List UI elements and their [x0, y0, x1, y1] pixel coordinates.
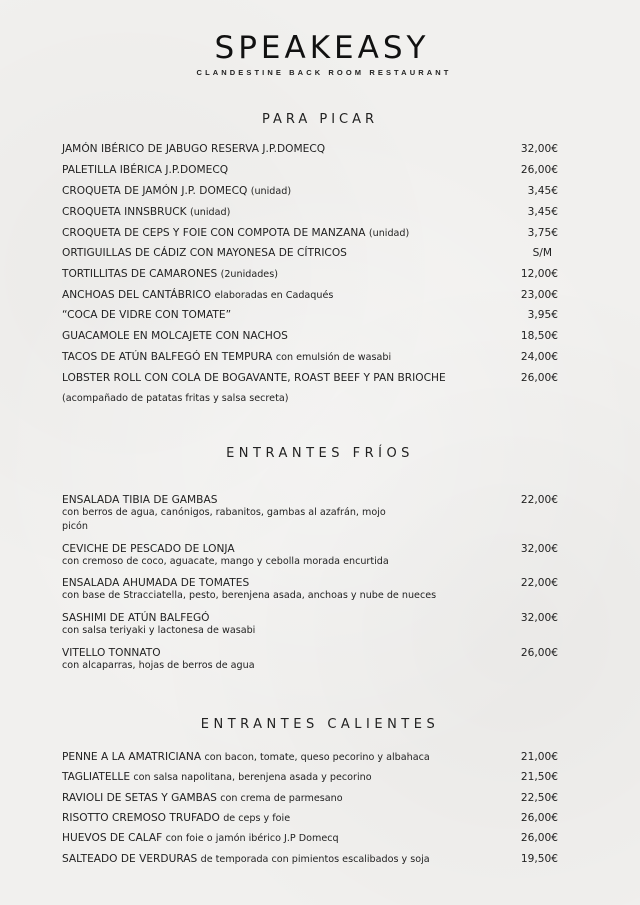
menu-item: PALETILLA IBÉRICA J.P.DOMECQ 26,00€ [62, 164, 558, 176]
menu-item: CROQUETA DE JAMÓN J.P. DOMECQ (unidad) 3,45€ [62, 185, 558, 197]
menu-item: CEVICHE DE PESCADO DE LONJA 32,00€ con cremoso de coco, aguacate, mango y cebolla morada encurtida [62, 543, 558, 567]
menu-item: “COCA DE VIDRE CON TOMATE” 3,95€ [62, 309, 558, 321]
menu-item: CROQUETA INNSBRUCK (unidad) 3,45€ [62, 206, 558, 218]
menu-item: CROQUETA DE CEPS Y FOIE CON COMPOTA DE MANZANA (unidad) 3,75€ [62, 227, 558, 239]
item-price: 26,00€ [520, 832, 558, 844]
item-price: 3,45€ [527, 206, 558, 218]
item-price: 32,00€ [520, 143, 558, 155]
menu-item: TACOS DE ATÚN BALFEGÓ EN TEMPURA con emulsión de wasabi 24,00€ [62, 351, 558, 363]
item-price: S/M [532, 247, 552, 259]
item-price: 23,00€ [520, 289, 558, 301]
restaurant-tagline: CLANDESTINE BACK ROOM RESTAURANT [196, 68, 452, 77]
menu-item: SASHIMI DE ATÚN BALFEGÓ 32,00€ con salsa teriyaki y lactonesa de wasabi [62, 612, 558, 636]
item-price: 19,50€ [520, 853, 558, 865]
section-title-entrantes-calientes: ENTRANTES CALIENTES [200, 717, 440, 732]
item-price: 3,45€ [527, 185, 558, 197]
item-description: con alcaparras, hojas de berros de agua [62, 660, 255, 671]
menu-item: ANCHOAS DEL CANTÁBRICO elaboradas en Cadaqués 23,00€ [62, 289, 558, 301]
menu-item: RISOTTO CREMOSO TRUFADO de ceps y foie 26,00€ [62, 812, 558, 824]
menu-item: ORTIGUILLAS DE CÁDIZ CON MAYONESA DE CÍTRICOS S/M [62, 247, 552, 259]
menu-item: TORTILLITAS DE CAMARONES (2unidades) 12,00€ [62, 268, 558, 280]
menu-item: SALTEADO DE VERDURAS de temporada con pimientos escalibados y soja 19,50€ [62, 853, 558, 865]
restaurant-name: SPEAKEASY [214, 30, 430, 66]
item-price: 21,50€ [520, 771, 558, 783]
item-price: 18,50€ [520, 330, 558, 342]
side-note: (acompañado de patatas fritas y salsa secreta) [62, 393, 289, 404]
section-title-para-picar: PARA PICAR [261, 112, 379, 127]
item-price: 21,00€ [520, 751, 558, 763]
menu-item: PENNE A LA AMATRICIANA con bacon, tomate, queso pecorino y albahaca 21,00€ [62, 751, 558, 763]
item-price: 32,00€ [520, 612, 558, 624]
menu-item: LOBSTER ROLL CON COLA DE BOGAVANTE, ROAST BEEF Y PAN BRIOCHE 26,00€ [62, 372, 558, 384]
item-description: con cremoso de coco, aguacate, mango y cebolla morada encurtida [62, 556, 389, 567]
item-price: 26,00€ [520, 372, 558, 384]
item-price: 22,00€ [520, 577, 558, 589]
item-price: 3,95€ [527, 309, 558, 321]
item-price: 26,00€ [520, 647, 558, 659]
section-title-entrantes-frios: ENTRANTES FRÍOS [226, 446, 414, 461]
item-description: con base de Stracciatella, pesto, berenjena asada, anchoas y nube de nueces [62, 590, 437, 601]
menu-item: HUEVOS DE CALAF con foie o jamón ibérico J.P Domecq 26,00€ [62, 832, 558, 844]
item-price: 24,00€ [520, 351, 558, 363]
menu-item: TAGLIATELLE con salsa napolitana, berenjena asada y pecorino 21,50€ [62, 771, 558, 783]
item-price: 22,00€ [520, 494, 558, 506]
menu-item: VITELLO TONNATO 26,00€ con alcaparras, hojas de berros de agua [62, 647, 558, 671]
item-description: con berros de agua, canónigos, rabanitos, gambas al azafrán, mojo [62, 507, 386, 518]
menu-item: ENSALADA AHUMADA DE TOMATES 22,00€ con base de Stracciatella, pesto, berenjena asada, anchoas y nube de nueces [62, 577, 558, 601]
item-price: 32,00€ [520, 543, 558, 555]
item-description: picón [62, 521, 88, 532]
menu-item: ENSALADA TIBIA DE GAMBAS 22,00€ con berros de agua, canónigos, rabanitos, gambas al azafrán, mojo picón [62, 494, 558, 532]
menu-item: JAMÓN IBÉRICO DE JABUGO RESERVA J.P.DOMECQ 32,00€ [62, 143, 558, 155]
item-price: 22,50€ [520, 792, 558, 804]
item-description: con salsa teriyaki y lactonesa de wasabi [62, 625, 256, 636]
menu-item: GUACAMOLE EN MOLCAJETE CON NACHOS 18,50€ [62, 330, 558, 342]
item-price: 26,00€ [520, 812, 558, 824]
restaurant-brand [0, 30, 640, 77]
item-price: 3,75€ [527, 227, 558, 239]
item-price: 26,00€ [520, 164, 558, 176]
menu-item: RAVIOLI DE SETAS Y GAMBAS con crema de parmesano 22,50€ [62, 792, 558, 804]
item-price: 12,00€ [520, 268, 558, 280]
